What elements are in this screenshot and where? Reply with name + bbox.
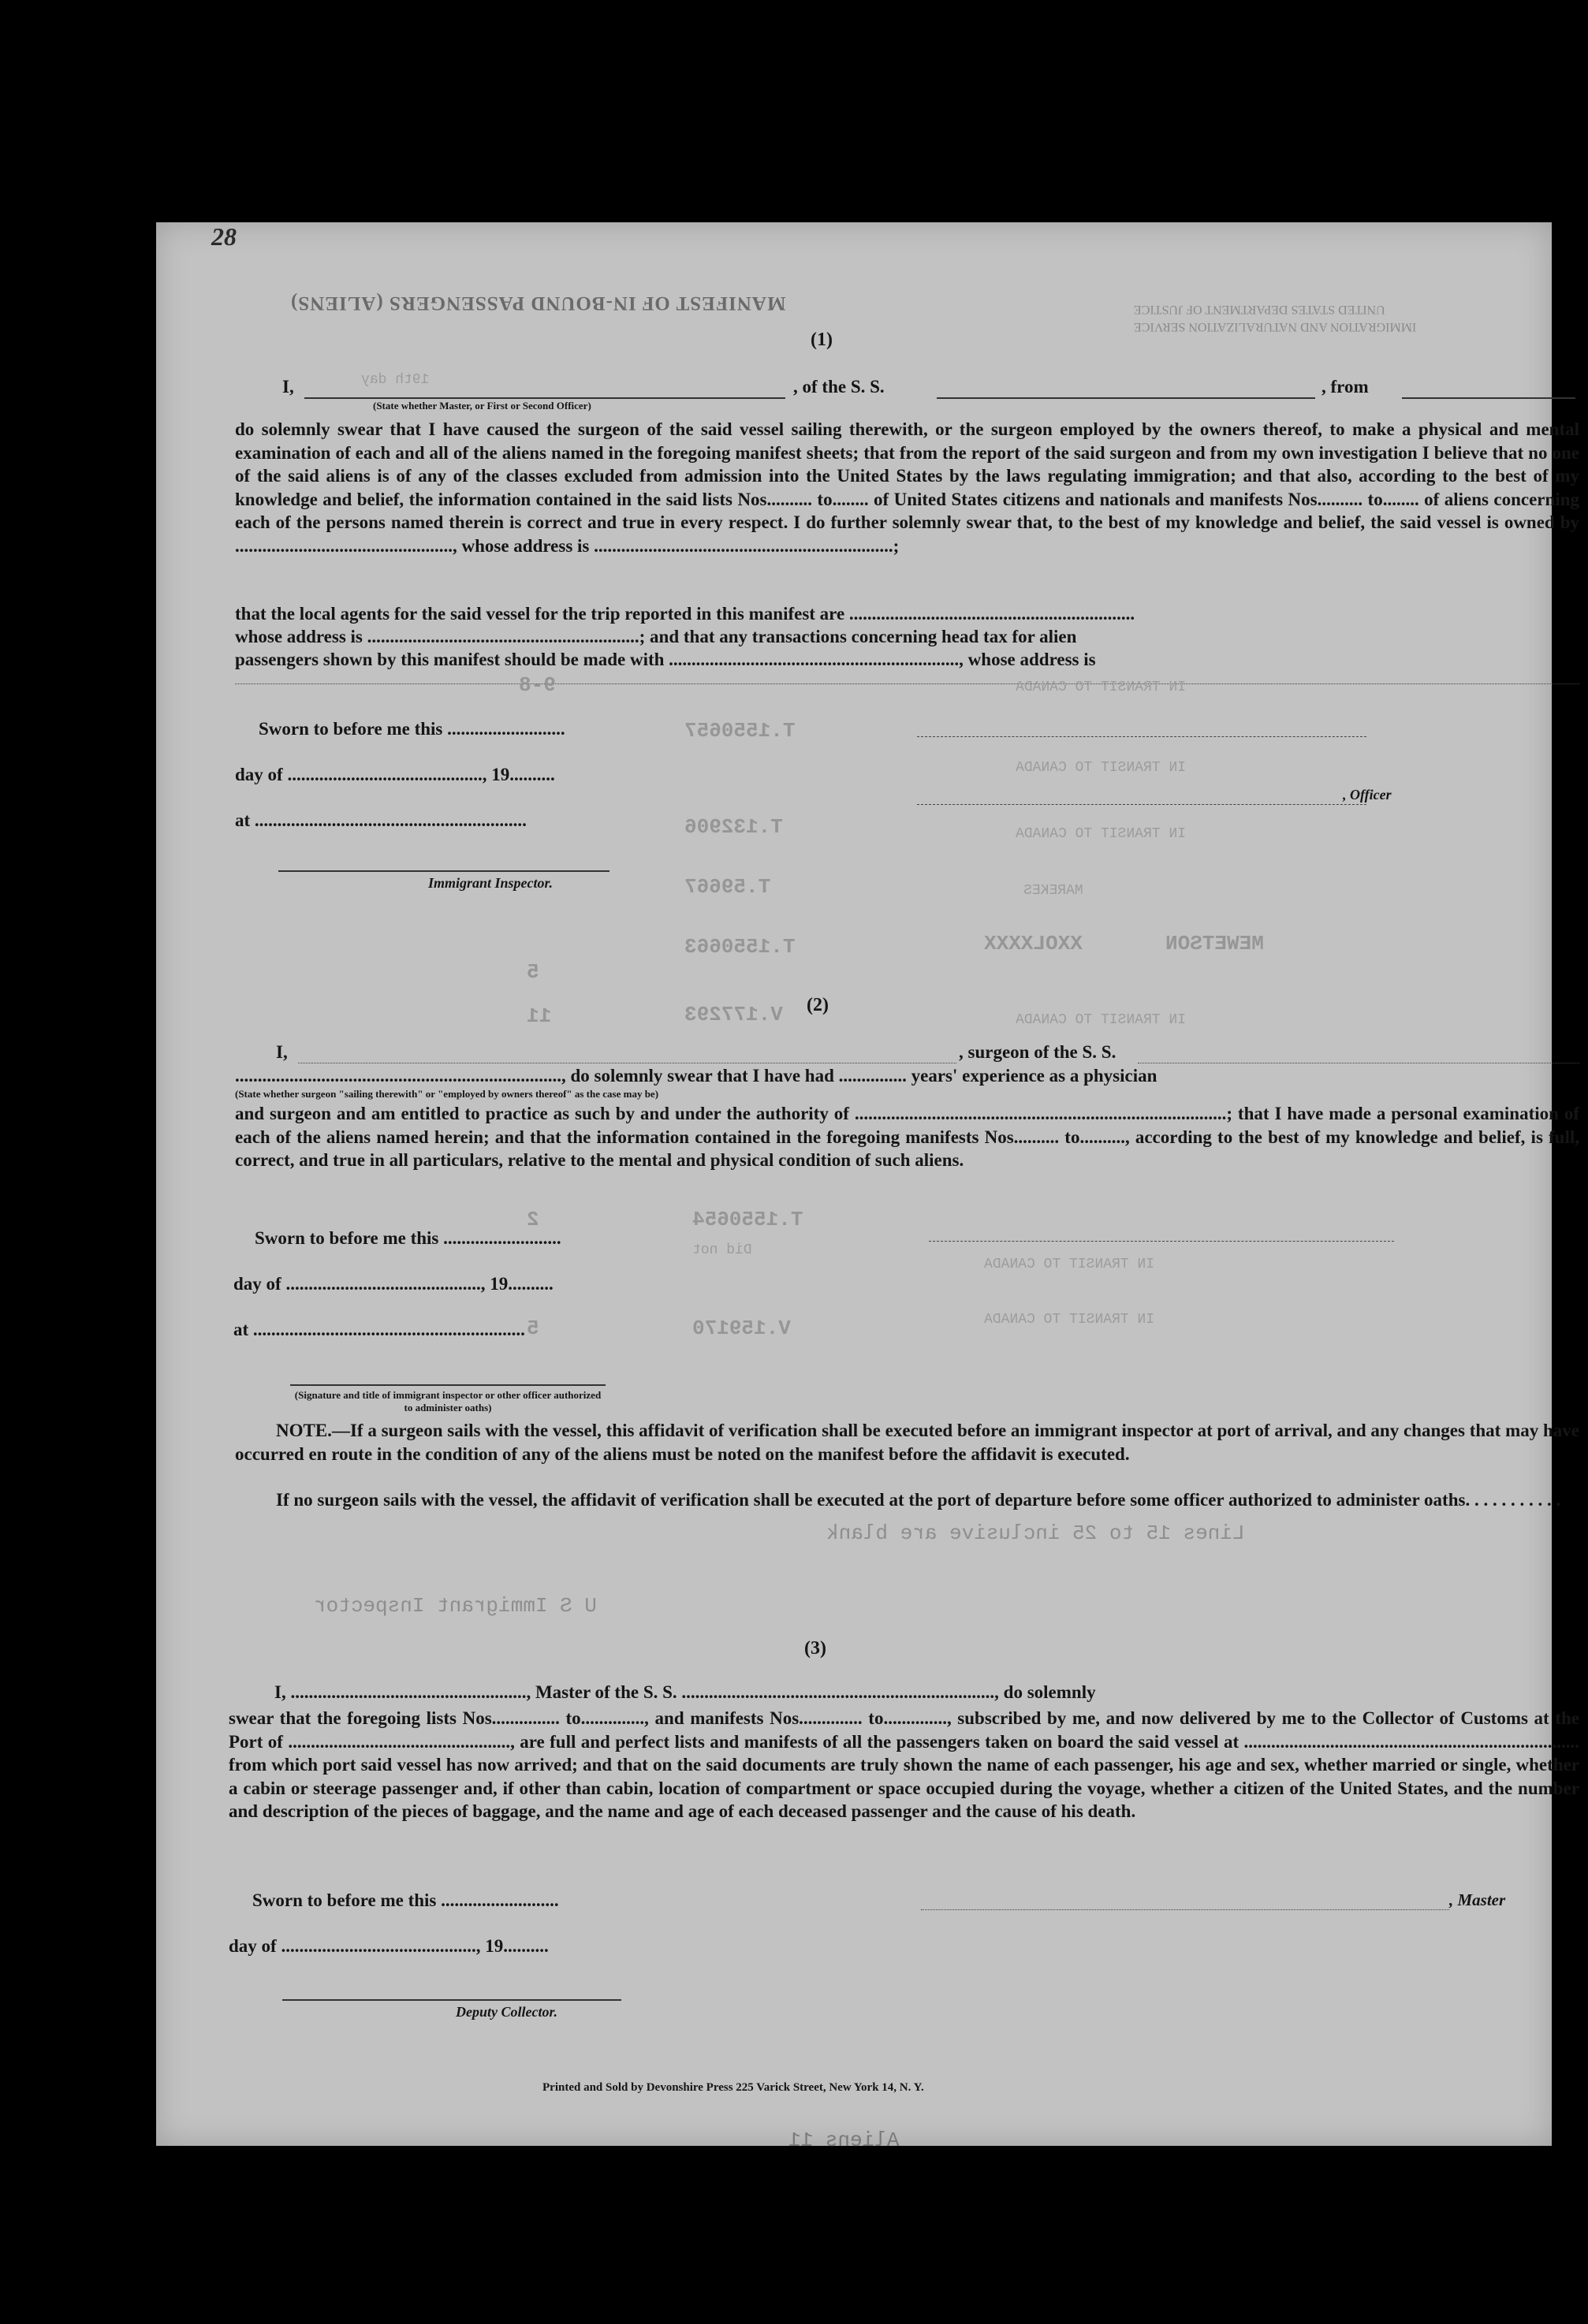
master-label: , Master bbox=[1449, 1890, 1506, 1909]
surgeon-caption: (State whether surgeon "sailing therewith" or "employed by owners thereof" as the case may be) bbox=[235, 1088, 659, 1100]
of-the-ss-label: , of the S. S. bbox=[793, 377, 885, 397]
master-signature-line[interactable] bbox=[921, 1909, 1449, 1910]
bleed-name: IN TRANSIT TO CANADA bbox=[1016, 760, 1187, 776]
section-1-body: do solemnly swear that I have caused the surgeon of the said vessel sailing therewith, or the surgeon employed by the owners thereof, to make a physical and mental examination of each and all of the aliens named in the foregoing manifest sheets; that from the report of the said surgeon and from my own investigation I believe that no one of the said aliens is of any of the classes excluded from admission into the United States by the laws regulating immigration; and that also, according to the best of my knowledge and belief, the information contained in the said lists Nos.......... to........ of United States citizens and nationals and manifests Nos.......... to........ of aliens concerning each of the persons named therein is correct and true in every respect. I do further solemnly swear that, to the best of my knowledge and belief, the said vessel is owned by ................................................, whose address is ..................................................................; bbox=[235, 419, 1579, 556]
officer-caption: (State whether Master, or First or Second Officer) bbox=[373, 400, 591, 412]
day-of-1[interactable]: day of ..........................................., 19.......... bbox=[235, 765, 555, 784]
bleed-bottom-stamp: Aliens 11 bbox=[788, 2128, 900, 2152]
section-1-divider bbox=[235, 683, 1579, 684]
section-2-prefix: I, bbox=[276, 1042, 288, 1062]
bleed-handwriting: 19th day bbox=[361, 372, 430, 388]
note-label: NOTE. bbox=[276, 1421, 332, 1440]
at-2[interactable]: at ............................................................ bbox=[233, 1320, 525, 1339]
vessel-name-field[interactable] bbox=[937, 397, 1315, 399]
day-of-3[interactable]: day of ..........................................., 19.......... bbox=[229, 1936, 549, 1956]
bleed-code: T.1550657 bbox=[684, 719, 796, 743]
bleed-code: T.1550654 bbox=[692, 1208, 803, 1231]
sworn-before-3[interactable]: Sworn to before me this .......................... bbox=[252, 1890, 559, 1910]
officer-signature-line-top[interactable] bbox=[917, 736, 1366, 737]
note-paragraph-1 bbox=[235, 1419, 1579, 1466]
sworn-before-2[interactable]: Sworn to before me this .......................... bbox=[255, 1228, 561, 1248]
bleed-name: MAREKES bbox=[1023, 883, 1083, 899]
agents-address-line: whose address is ............................................................; and that any transactions concerning head tax for alien bbox=[235, 627, 1077, 646]
signature-caption-2: (Signature and title of immigrant inspector or other officer authorized to administer oaths) bbox=[294, 1389, 602, 1413]
immigrant-inspector-label: Immigrant Inspector. bbox=[428, 875, 554, 891]
bleed-name: IN TRANSIT TO CANADA bbox=[984, 1312, 1155, 1328]
printer-footer: Printed and Sold by Devonshire Press 225 Varick Street, New York 14, N. Y. bbox=[542, 2081, 924, 2094]
local-agents-line: that the local agents for the said vessel for the trip reported in this manifest are ............................................................... bbox=[235, 604, 1135, 624]
bleed-name: XXOLXXXX bbox=[984, 932, 1083, 955]
bleed-lines-note: Lines 15 to 25 inclusive are blank bbox=[826, 1521, 1245, 1545]
day-of-2[interactable]: day of ..........................................., 19.......... bbox=[233, 1274, 554, 1294]
bleed-name: IN TRANSIT TO CANADA bbox=[1016, 680, 1187, 695]
bleed-count: 5 bbox=[527, 960, 539, 984]
page-number: 28 bbox=[211, 222, 237, 251]
inspector-signature-line-2[interactable] bbox=[290, 1384, 606, 1386]
section-3-number: (3) bbox=[804, 1638, 826, 1659]
bleed-code: T.59667 bbox=[684, 875, 771, 899]
inspector-signature-line-1[interactable] bbox=[278, 870, 609, 872]
bleed-count: 2 bbox=[527, 1208, 539, 1231]
at-1[interactable]: at ............................................................ bbox=[235, 810, 527, 830]
from-port-field[interactable] bbox=[1402, 397, 1575, 399]
mirrored-dept: UNITED STATES DEPARTMENT OF JUSTICE bbox=[1134, 303, 1385, 316]
manifest-page bbox=[156, 222, 1579, 2146]
section-3-body: swear that the foregoing lists Nos............... to.............., and manifests Nos.............. to.............., subscribed by me, and now delivered by me to the Collector of Customs at the Port of ................................................., are full and perfect lists and manifests of all the passengers taken on board the said vessel at .......................................................................... from which port said vessel has now arrived; and that on the said documents are truly shown the name of each passenger, his age and sex, whether married or single, whether a cabin or steerage passenger and, if other than cabin, location of compartment or space occupied during the voyage, whether a citizen of the United States, and the number and description of the pieces of baggage, and the name and age of each deceased passenger and the cause of his death. bbox=[229, 1708, 1579, 1821]
bleed-code: T.132906 bbox=[684, 815, 783, 839]
surgeon-signature-line[interactable] bbox=[929, 1241, 1394, 1242]
bleed-count: 11 bbox=[527, 1004, 552, 1028]
sworn-before-1[interactable]: Sworn to before me this .......................... bbox=[259, 719, 565, 739]
section-1-oath-line: I, bbox=[282, 377, 294, 397]
section-2-body: and surgeon and am entitled to practice as such by and under the authority of ..................................................................................; that I have made a personal examination of each of the aliens named herein; and that the information contained in the foregoing manifests Nos.......... to.........., according to the best of my knowledge and belief, is full, correct, and true in all particulars, relative to the mental and physical condition of such aliens. bbox=[235, 1104, 1579, 1170]
bleed-code: V.177293 bbox=[684, 1003, 783, 1026]
bleed-count: 5 bbox=[527, 1317, 539, 1340]
deputy-signature-line[interactable] bbox=[282, 1999, 621, 2001]
bleed-count: 9-8 bbox=[519, 673, 556, 697]
mirrored-sub: IMMIGRATION AND NATURALIZATION SERVICE bbox=[1134, 320, 1417, 333]
note-text-1: —If a surgeon sails with the vessel, this affidavit of verification shall be executed before an immigrant inspector at port of arrival, and any changes that may have occurred en route in the condition of any of the aliens must be noted on the manifest before the affidavit is executed. bbox=[235, 1421, 1579, 1464]
officer-label: , Officer bbox=[1343, 787, 1392, 803]
bleed-name: IN TRANSIT TO CANADA bbox=[984, 1257, 1155, 1272]
bleed-code: V.159170 bbox=[692, 1317, 791, 1340]
bleed-name: MEWETSON bbox=[1165, 932, 1264, 955]
section-2-number: (2) bbox=[807, 995, 829, 1015]
deputy-collector-label: Deputy Collector. bbox=[456, 2004, 557, 2020]
head-tax-line: passengers shown by this manifest should be made with ................................................................, whose address is bbox=[235, 650, 1096, 669]
section-1-number: (1) bbox=[811, 330, 833, 350]
note-paragraph-2: If no surgeon sails with the vessel, the affidavit of verification shall be executed at the port of departure before some officer authorized to administer oaths. . . . . . . . . . . bbox=[276, 1490, 1561, 1510]
bleed-name: Did not bbox=[692, 1242, 752, 1258]
bleed-name: IN TRANSIT TO CANADA bbox=[1016, 826, 1187, 842]
surgeon-of-label: , surgeon of the S. S. bbox=[959, 1042, 1116, 1062]
officer-signature-line[interactable] bbox=[917, 804, 1366, 805]
officer-name-field[interactable] bbox=[304, 397, 785, 399]
from-label: , from bbox=[1321, 377, 1369, 397]
mirrored-title: MANIFEST OF IN-BOUND PASSENGERS (ALIENS) bbox=[290, 292, 786, 314]
surgeon-swear-line: ........................................................................, do solemnly swear that I have had ............... years' experience as a physician bbox=[235, 1066, 1157, 1086]
bleed-inspector: U S Immigrant Inspector bbox=[314, 1594, 597, 1618]
section-3-oath-line: I, ...................................................., Master of the S. S. ....................................................................., do solemnly bbox=[274, 1682, 1096, 1702]
bleed-name: IN TRANSIT TO CANADA bbox=[1016, 1012, 1187, 1028]
bleed-code: T.1550663 bbox=[684, 935, 796, 959]
